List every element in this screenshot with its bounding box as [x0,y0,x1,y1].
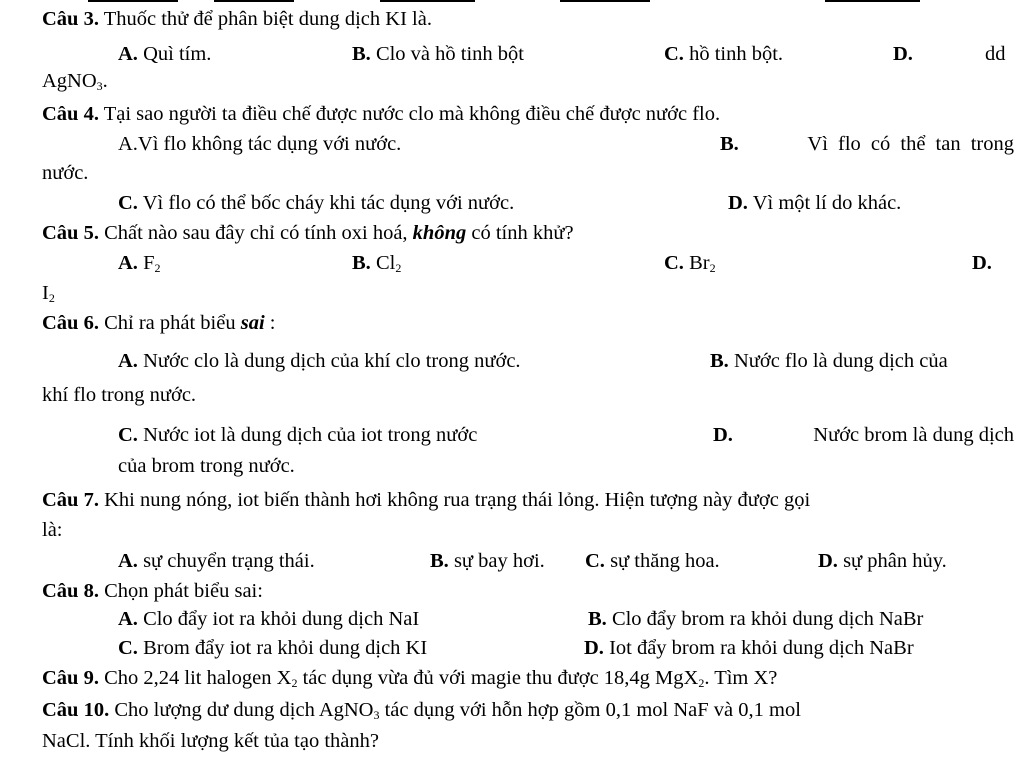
q8-option-a: A. Clo đẩy iot ra khỏi dung dịch NaI [118,608,420,630]
q5-stem: Câu 5. Chất nào sau đây chỉ có tính oxi hoá, không có tính khử? [42,222,574,244]
q8-stem: Câu 8. Chọn phát biểu sai: [42,580,263,602]
q4-stem: Câu 4. Tại sao người ta điều chế được nước clo mà không điều chế được nước flo. [42,103,721,125]
q5-option-a: A. $F_2$ [118,252,161,275]
q6-option-c: C. Nước iot là dung dịch của iot trong nước [118,424,478,446]
q8-option-c: C. Brom đẩy iot ra khỏi dung dịch KI [118,637,428,659]
q3-option-a: A. Quì tím. [118,43,212,65]
q4-option-b: B. Vì flo có thể tan trong [720,133,1014,155]
q6-option-b: B. Nước flo là dung dịch của [710,350,948,372]
q6-stem: Câu 6. Chỉ ra phát biểu sai : [42,312,276,334]
q10-stem: Câu 10. Cho lượng dư dung dịch AgNO$_3$ tác dụng với hỗn hợp gồm 0,1 mol NaF và 0,1 mol [42,699,801,722]
q8-option-b: B. Clo đẩy brom ra khỏi dung dịch NaBr [588,608,924,630]
q7-option-b: B. sự bay hơi. [430,550,545,572]
q3-option-b: B. Clo và hồ tinh bột [352,43,524,65]
q7-option-a: A. sự chuyển trạng thái. [118,550,315,572]
q6-option-d: D. Nước brom là dung dịch [713,424,1014,446]
q7-stem: Câu 7. Khi nung nóng, iot biến thành hơi không rua trạng thái lỏng. Hiện tượng này được gọi [42,489,811,511]
cropped-previous-line [0,0,1024,4]
q3-option-d-label: D. [893,43,913,65]
q3-stem: Câu 3. Thuốc thử để phân biệt dung dịch KI là. [42,8,432,30]
q3-option-d-prefix: dd [985,43,1006,65]
q6-option-d-cont: của brom trong nước. [118,455,295,477]
q5-option-d-label: D. [972,252,992,274]
q5-option-b: B. $Cl_2$ [352,252,402,275]
q6-option-b-cont: khí flo trong nước. [42,384,197,406]
q8-option-d: D. Iot đẩy brom ra khỏi dung dịch NaBr [584,637,914,659]
q10-stem-cont: NaCl. Tính khối lượng kết tủa tạo thành? [42,730,379,752]
q7-option-c: C. sự thăng hoa. [585,550,720,572]
q6-option-a: A. Nước clo là dung dịch của khí clo trong nước. [118,350,521,372]
q4-option-a: A.Vì flo không tác dụng với nước. [118,133,402,155]
q3-option-d-text: AgNO$_3$. [42,70,108,93]
q5-option-d-text: $I_2$ [42,282,55,305]
q4-option-b-cont: nước. [42,162,89,184]
q5-option-c: C. $Br_2$ [664,252,716,275]
q7-stem-cont: là: [42,519,63,541]
q7-option-d: D. sự phân hủy. [818,550,947,572]
q9-stem: Câu 9. Cho 2,24 lit halogen $X_2$ tác dụng vừa đủ với magie thu được 18,4g MgX$_2$. Tìm X? [42,667,778,690]
q4-option-c: C. Vì flo có thể bốc cháy khi tác dụng với nước. [118,192,515,214]
q4-option-d: D. Vì một lí do khác. [728,192,902,214]
q3-option-c: C. hồ tinh bột. [664,43,784,65]
